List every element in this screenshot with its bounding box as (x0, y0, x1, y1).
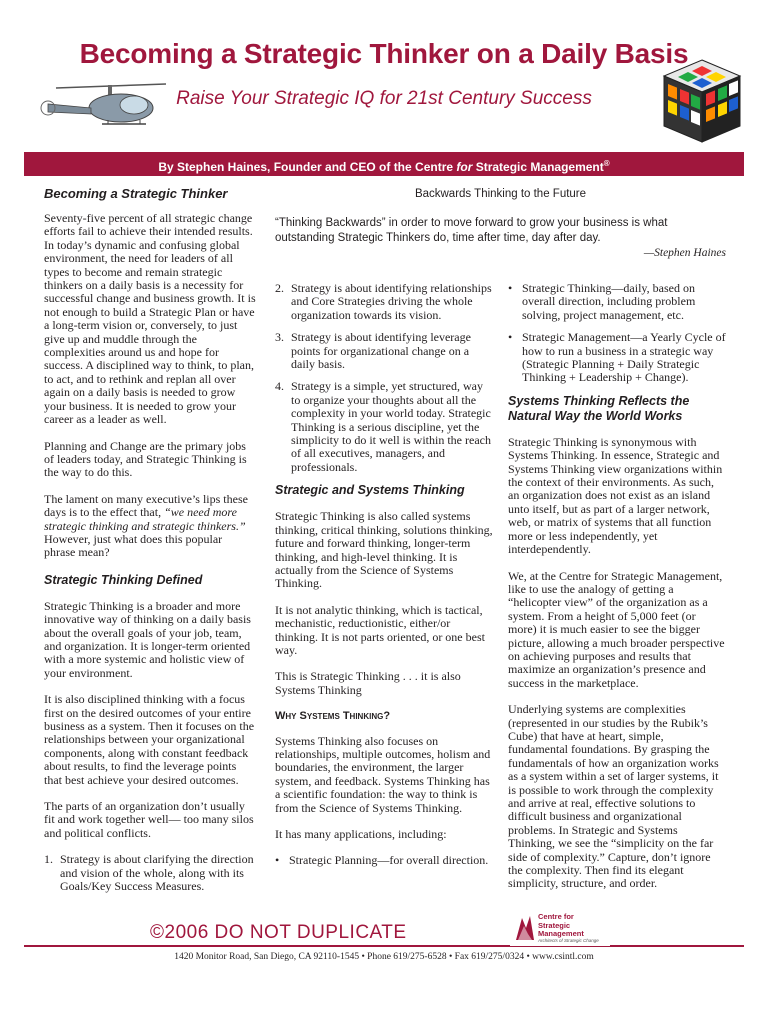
paragraph: We, at the Centre for Strategic Management, like to use the analogy of getting a “helicopter view” of the organization as a system. From a height of 5,000 feet (or more) it is much easier to see the bigger picture, allowing a much broader perspective on achieving purposes and results that maximize an organization’s presence and success in the marketplace. (508, 568, 725, 690)
lament-quote: “we need more strategic thinking and strategic thinkers.” (44, 505, 246, 533)
logo-line: Centre for (538, 912, 574, 921)
paragraph: Underlying systems are complexities (represented in our studies by the Rubik’s Cube) that have at heart, simple, fundamental foundations. By grasping the fundamentals of how an organization works as a system within a set of larger systems, it is possible to work through the complexity and arrive at real, effective solutions to difficult business and organizational problems. In Strategic and Systems Thinking, we see the “simplicity on the far side of complexity.” Capture, don’t ignore the complexity. Then find its elegant simplicity, structure, and order. (508, 702, 719, 891)
lament-text-end: However, just what does this popular phrase mean? (44, 531, 223, 560)
paragraph: It is also disciplined thinking with a focus first on the desired outcomes of your entire business as a system. Then it focuses on the relationships between your organizational components, along with constant feedback about results, to find the leverage points that best achieve your desired outcomes. (44, 692, 255, 787)
byline-suffix: Strategic Management (472, 160, 604, 174)
quote-title: Backwards Thinking to the Future (414, 188, 587, 200)
paragraph: Strategic Thinking is synonymous with Systems Thinking. In essence, Strategic and Systems Thinking view organizations within the context of their environments. As such, an organization does not exist as an island unto itself, but as part of a larger network, web, or matrix of systems that all function more or less independently, yet interdependently. (508, 434, 723, 557)
list-number: 3. (275, 330, 284, 345)
numbered-list (44, 853, 256, 893)
bullet-list (275, 854, 493, 867)
footer-address: 1420 Monitor Road, San Diego, CA 92110-1545 • Phone 619/275-6528 • Fax 619/275/0324 • www.csintl.com (174, 952, 594, 962)
paragraph (44, 493, 256, 560)
logo-line: Management (538, 929, 584, 938)
quote-attribution: —Stephen Haines (643, 247, 726, 259)
logo-tagline: Architects of Strategic Change (538, 938, 599, 943)
list-item: • Strategic Thinking—daily, based on overall direction, including problem solving, project management, etc. (508, 282, 726, 322)
list-item (44, 853, 256, 893)
paragraph: Seventy-five percent of all strategic change efforts fail to achieve their intended results. In today’s dynamic and confusing global environment, the need for leaders of all types to become and remain strategic thinkers on a daily basis is a necessity for successful change and business growth. It is not enough to build a Strategic Plan or have a long-term vision or, conversely, to just give up and muddle through the complexities around us and hope for success. A disciplined way to think, to plan, to act, and to rethink and replan all over again on a daily basis is needed to grow your business. It is needed to grow your career as a leader as well. (44, 211, 256, 427)
paragraph: Strategic Thinking is also called systems thinking, critical thinking, solutions thinking, future and forward thinking, longer-term thinking, and high-level thinking. It is actually from the Science of Systems Thinking. (275, 509, 493, 591)
section-heading-defined: Strategic Thinking Defined (44, 572, 203, 587)
column-2 (275, 282, 493, 877)
paragraph: The parts of an organization don’t usually fit and work together well— too many silos and political conflicts. (44, 799, 254, 840)
list-item: • Strategic Management—a Yearly Cycle of how to run a business in a strategic way (Strategic Planning + Daily Strategic Thinking + Leadership + Change). (508, 331, 726, 385)
list-item (275, 331, 493, 371)
centre-logo-icon (514, 914, 536, 942)
numbered-list (275, 282, 493, 474)
page-title: Becoming a Strategic Thinker on a Daily Basis (79, 38, 689, 69)
list-text: Strategy is about clarifying the direction and vision of the whole, along with its Goals/Key Success Measures. (60, 852, 254, 894)
copyright-notice: ©2006 DO NOT DUPLICATE (150, 922, 407, 943)
paragraph: Strategic Thinking is a broader and more innovative way of thinking on a daily basis about the overall goals of your job, team, and organization. It is longer-term oriented with a more systemic and holistic view of your environment. (44, 598, 251, 680)
list-item (275, 380, 493, 474)
byline-for: for (456, 160, 473, 174)
logo-wordmark (538, 913, 584, 939)
section-heading-why: Why Systems Thinking? (275, 710, 391, 723)
paragraph: It is not analytic thinking, which is tactical, mechanistic, reductionistic, either/or thinking. It is not parts oriented, or one best way. (275, 602, 485, 657)
paragraph: Systems Thinking also focuses on relationships, multiple outcomes, holism and boundaries, the environment, the larger system, and feedback. Systems Thinking has a scientific foundation: the way to think is from the Science of Systems Thinking. (275, 733, 491, 815)
list-text: Strategy is a simple, yet structured, way to organize your thoughts about all the complexity in your world today. Strategic Thinking is a serious discipline, yet the simplicity to do it well is within the reach of all executives, managers, and professionals. (291, 379, 491, 474)
centre-logo (510, 910, 610, 946)
lament-text: The lament on many executive’s lips these days is to the effect that, (44, 491, 248, 520)
list-number: 1. (44, 852, 53, 867)
byline-prefix: By Stephen Haines, Founder and CEO of the Centre (158, 160, 457, 174)
column-3 (508, 282, 726, 904)
list-number: 2. (275, 281, 284, 295)
list-text: Strategy is about identifying leverage points for organizational change on a daily basis. (291, 330, 471, 372)
logo-line: Strategic (538, 920, 571, 930)
list-number: 4. (275, 379, 284, 394)
paragraph: This is Strategic Thinking . . . it is also Systems Thinking (275, 669, 461, 697)
section-heading-natural-way: Systems Thinking Reflects the Natural Way the World Works (508, 393, 690, 423)
list-item: • Strategic Planning—for overall direction. (275, 854, 493, 867)
list-item (275, 282, 493, 322)
section-heading-strategic-thinker: Becoming a Strategic Thinker (44, 186, 228, 201)
quote-text: “Thinking Backwards” in order to move forward to grow your business is what outstanding Strategic Thinkers do, time after time, day after day. (275, 217, 668, 244)
paragraph: It has many applications, including: (275, 827, 447, 841)
footer-divider (24, 945, 744, 947)
byline-bar (24, 152, 744, 176)
registered-mark: ® (603, 159, 610, 168)
list-text: Strategy is about identifying relationships and Core Strategies driving the whole organization towards its vision. (291, 281, 492, 322)
paragraph: Planning and Change are the primary jobs of leaders today, and Strategic Thinking is the way to do this. (44, 438, 247, 480)
rubiks-cube-illustration (660, 56, 744, 148)
bullet-list (508, 282, 726, 385)
section-heading-systems: Strategic and Systems Thinking (275, 483, 465, 498)
page-subtitle: Raise Your Strategic IQ for 21st Century Success (176, 88, 592, 109)
column-1 (44, 212, 256, 902)
